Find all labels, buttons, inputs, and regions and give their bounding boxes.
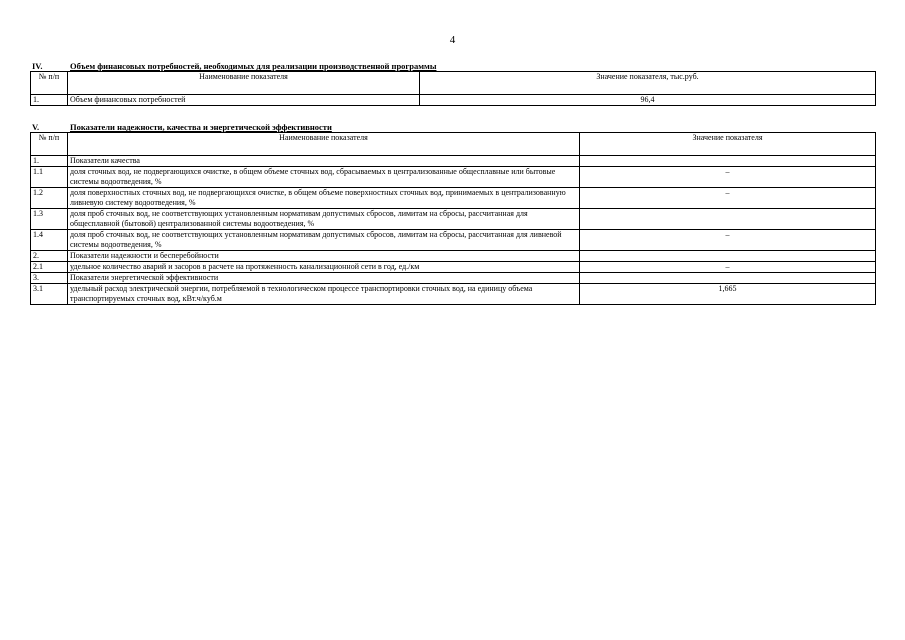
row-num: 1.3 (31, 209, 68, 230)
header-num: № п/п (31, 133, 68, 156)
table-row (31, 209, 876, 230)
table-row (31, 273, 876, 284)
row-value: – (580, 262, 876, 273)
row-name: Показатели энергетической эффективности (68, 273, 580, 284)
row-value (580, 251, 876, 262)
header-num: № п/п (31, 72, 68, 95)
row-num: 2. (31, 251, 68, 262)
row-name: Показатели качества (68, 156, 580, 167)
row-value: – (580, 188, 876, 209)
row-value: – (580, 230, 876, 251)
row-value (580, 209, 876, 230)
row-num: 1.4 (31, 230, 68, 251)
table-row (31, 95, 876, 106)
row-num: 1.1 (31, 167, 68, 188)
section-iv-title: Объем финансовых потребностей, необходимых для реализации производственной программы (70, 61, 437, 71)
section-v-title: Показатели надежности, качества и энергетической эффективности (70, 122, 332, 132)
row-name: удельное количество аварий и засоров в расчете на протяженность канализационной сети в год, ед./км (68, 262, 580, 273)
table-row (31, 188, 876, 209)
row-num: 3. (31, 273, 68, 284)
row-num: 1.2 (31, 188, 68, 209)
table-row (31, 230, 876, 251)
section-v-roman: V. (32, 122, 40, 132)
row-value: – (580, 167, 876, 188)
table-row (31, 262, 876, 273)
header-name: Наименование показателя (68, 133, 580, 156)
section-iv-heading (32, 61, 436, 71)
table-row (31, 167, 876, 188)
header-value: Значение показателя (580, 133, 876, 156)
header-value: Значение показателя, тыс.руб. (420, 72, 876, 95)
row-value: 96,4 (420, 95, 876, 106)
row-value (580, 156, 876, 167)
row-value (580, 273, 876, 284)
row-name: Показатели надежности и бесперебойности (68, 251, 580, 262)
section-v-heading (32, 122, 332, 132)
row-name: доля поверхностных сточных вод, не подвергающихся очистке, в общем объеме поверхностных сточных вод, принимаемых в централизованную ливневую систему водоотведения, % (68, 188, 580, 209)
row-num: 2.1 (31, 262, 68, 273)
financial-needs-table (30, 71, 876, 106)
row-name: удельный расход электрической энергии, потребляемой в технологическом процессе транспортировки сточных вод, на единицу объема транспортируемых сточных вод, кВт.ч/куб.м (68, 284, 580, 305)
row-num: 1. (31, 95, 68, 106)
row-value: 1,665 (580, 284, 876, 305)
section-iv-roman: IV. (32, 61, 43, 71)
table-row (31, 284, 876, 305)
row-num: 3.1 (31, 284, 68, 305)
table-header-row (31, 72, 876, 95)
row-name: Объем финансовых потребностей (68, 95, 420, 106)
page-number: 4 (449, 34, 456, 46)
row-name: доля сточных вод, не подвергающихся очистке, в общем объеме сточных вод, сбрасываемых в централизованные общесплавные или бытовые системы водоотведения, % (68, 167, 580, 188)
table-header-row (31, 133, 876, 156)
table-row (31, 156, 876, 167)
row-name: доля проб сточных вод, не соответствующих установленным нормативам допустимых сбросов, лимитам на сбросы, рассчитанная для ливневой системы водоотведения, % (68, 230, 580, 251)
row-name: доля проб сточных вод, не соответствующих установленным нормативам допустимых сбросов, лимитам на сбросы, рассчитанная для общесплавной (бытовой) централизованной системы водоотведения, % (68, 209, 580, 230)
header-name: Наименование показателя (68, 72, 420, 95)
table-row (31, 251, 876, 262)
row-num: 1. (31, 156, 68, 167)
indicators-table (30, 132, 876, 305)
